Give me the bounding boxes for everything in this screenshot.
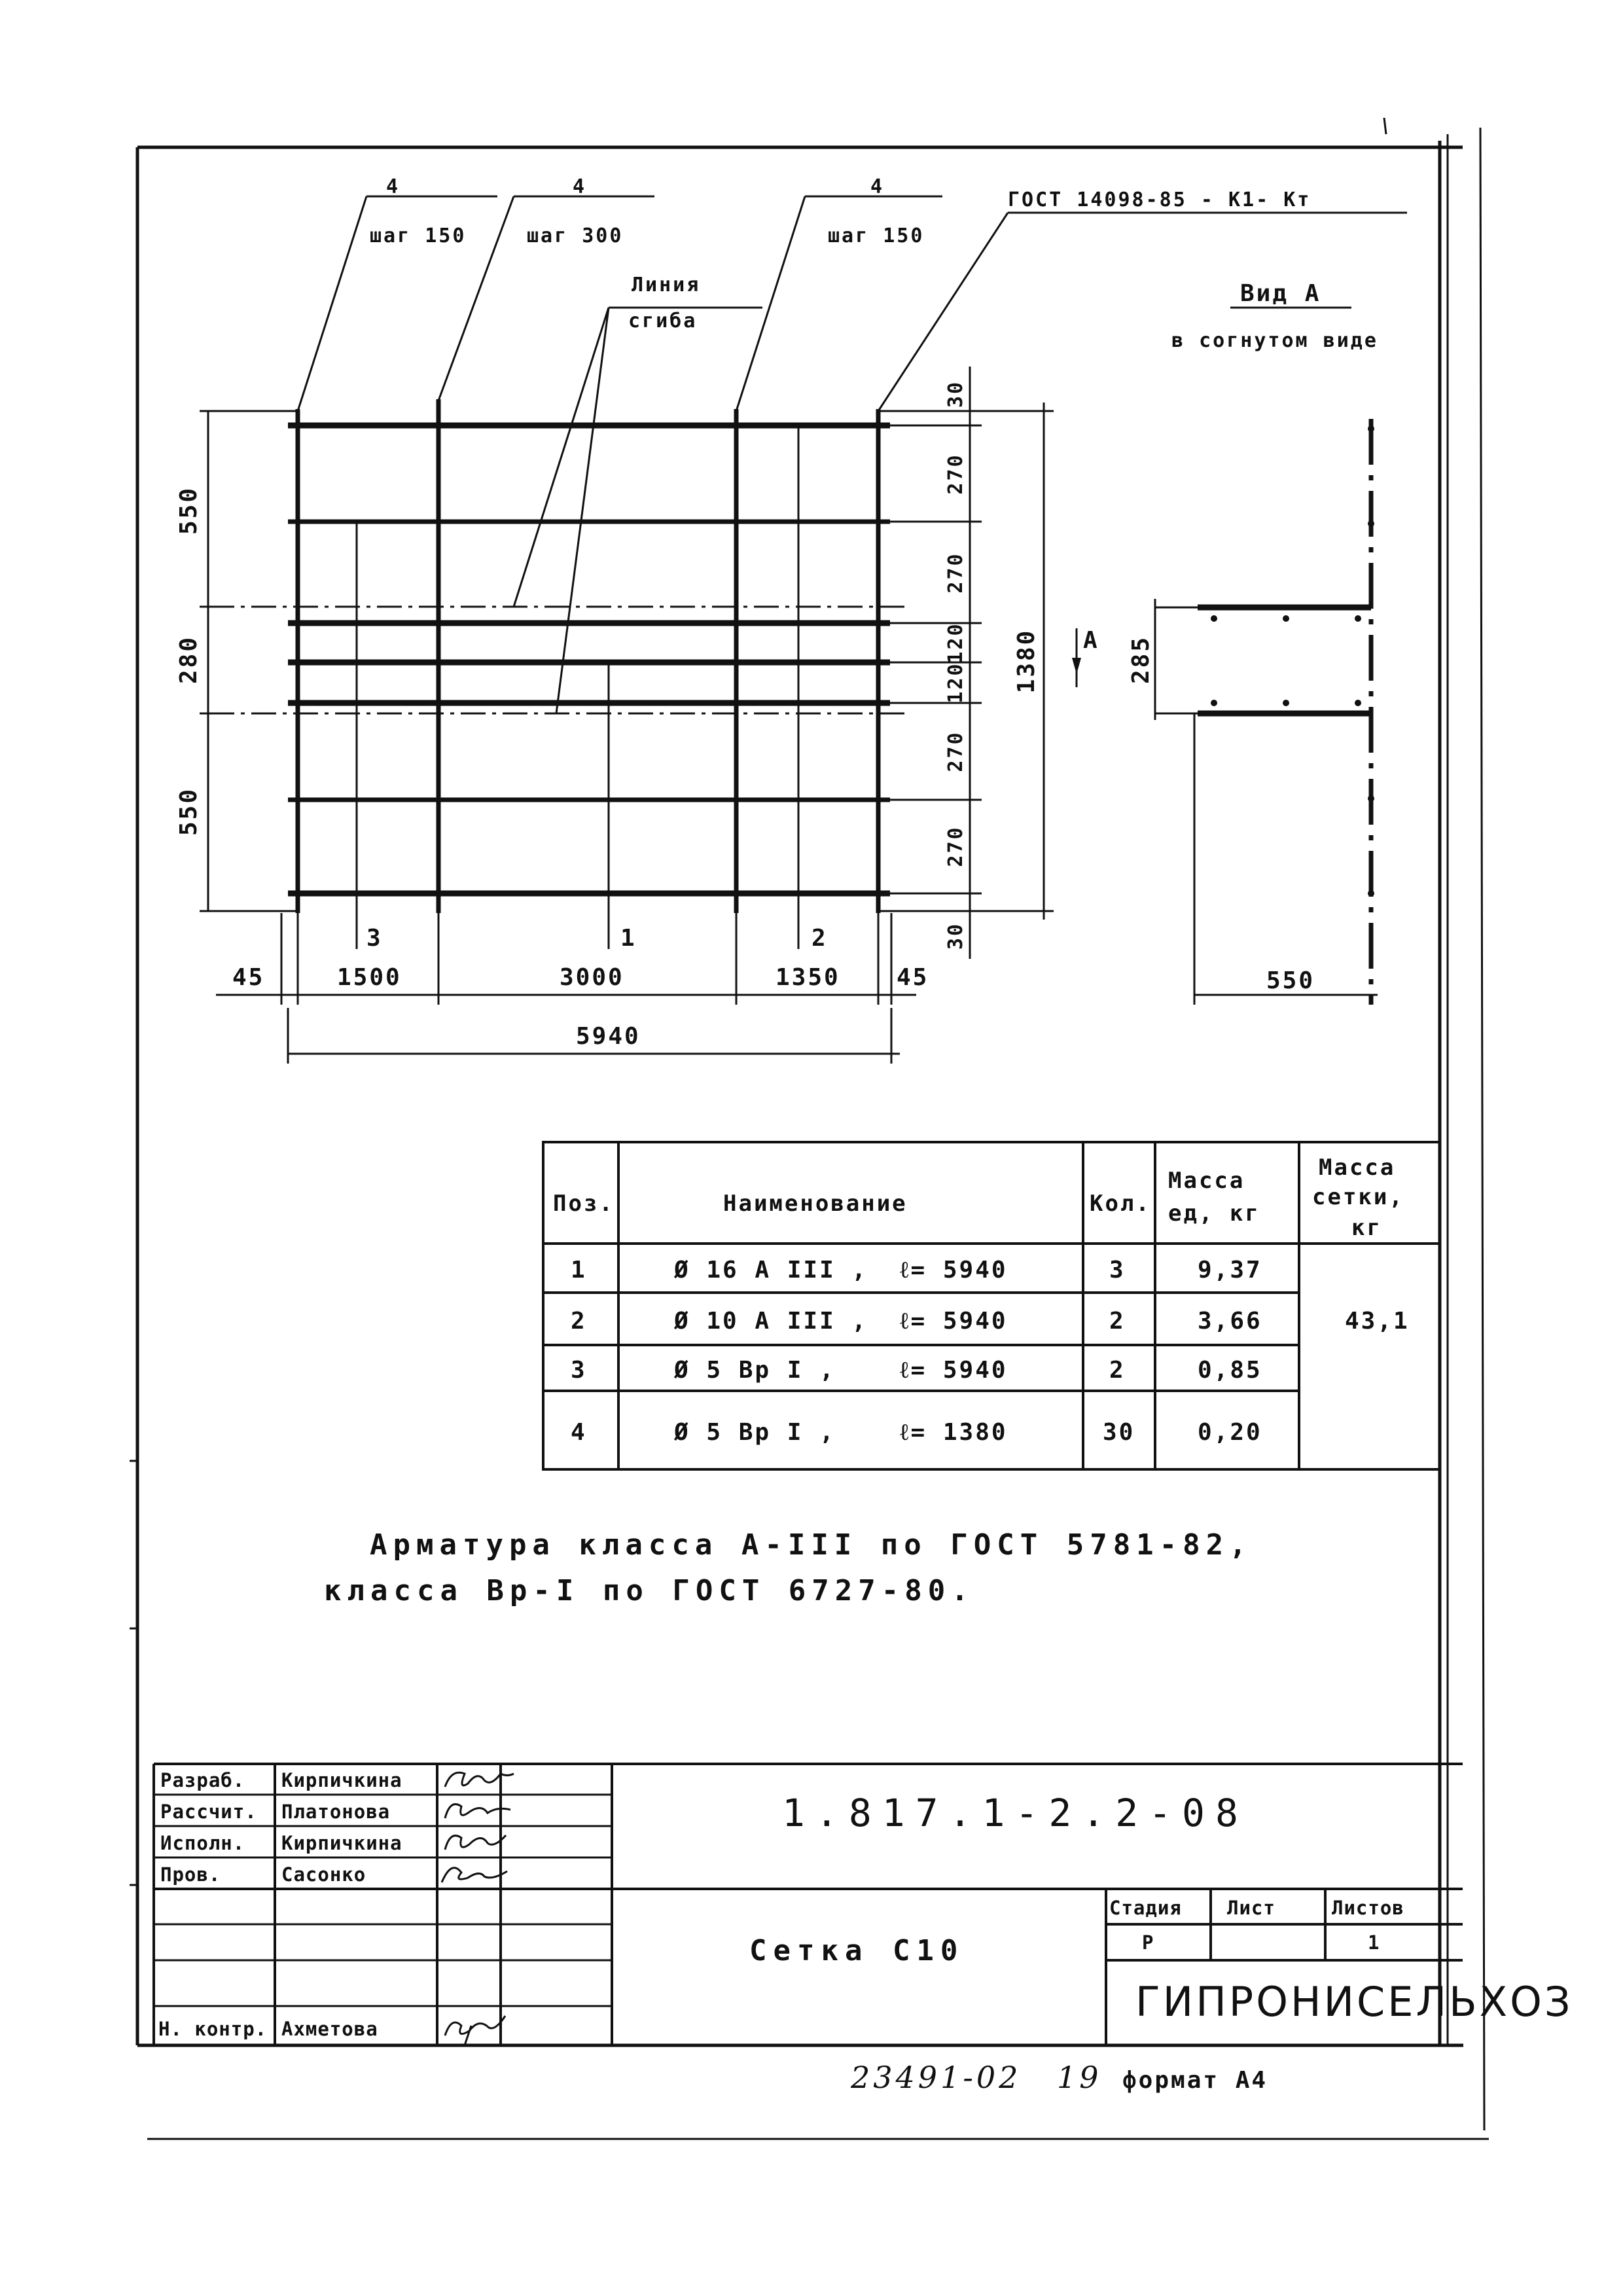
row-4-length: ℓ= 1380	[900, 1419, 1008, 1446]
position-3-label: 3	[366, 925, 383, 952]
row-4-pos: 4	[571, 1419, 587, 1446]
dim-left-550-top: 550	[175, 486, 202, 535]
name-calculator: Платонова	[281, 1801, 391, 1823]
spec-header-unit-mass-2: ед, кг	[1168, 1200, 1260, 1227]
spec-header-total-mass-1: Масса	[1319, 1155, 1396, 1181]
table-row	[571, 1357, 1262, 1384]
document-code: 1.817.1-2.2-08	[782, 1791, 1249, 1835]
row-3-pos: 3	[571, 1357, 587, 1384]
view-a-width-dim: 550	[1266, 967, 1315, 994]
dim-right-120-2: 120	[944, 662, 967, 704]
dim-right-270-4: 270	[944, 825, 967, 867]
row-1-length: ℓ= 5940	[900, 1257, 1008, 1283]
table-row	[571, 1308, 1262, 1335]
left-dimensions	[175, 411, 298, 911]
row-2-name: Ø 10 А III ,	[674, 1308, 868, 1335]
row-4-qty: 30	[1103, 1419, 1135, 1446]
notes	[324, 1528, 1253, 1607]
footer-number: 23491-02	[851, 2060, 1022, 2095]
row-1-name: Ø 16 А III ,	[674, 1257, 868, 1283]
row-3-length: ℓ= 5940	[900, 1357, 1008, 1384]
name-developer: Кирпичкина	[281, 1769, 402, 1791]
note-line-1: Арматура класса А-III по ГОСТ 5781-82,	[370, 1528, 1253, 1562]
dim-bottom-45-right: 45	[897, 964, 929, 991]
sheets-header: Листов	[1332, 1897, 1404, 1919]
dim-right-30-top: 30	[944, 380, 967, 408]
dim-bottom-45-left: 45	[232, 964, 265, 991]
dim-overall-height: 1380	[1013, 628, 1040, 694]
position-2-label: 2	[812, 925, 828, 952]
role-calculator: Рассчит.	[160, 1801, 257, 1823]
dim-bottom-3000: 3000	[560, 964, 624, 991]
dim-right-270-2: 270	[944, 552, 967, 594]
dim-overall-width: 5940	[576, 1023, 641, 1050]
sheets-value: 1	[1368, 1931, 1380, 1954]
row-2-mass: 3,66	[1198, 1308, 1262, 1335]
callout-2-number: 4	[573, 175, 587, 198]
row-3-qty: 2	[1109, 1357, 1126, 1384]
sheet-header: Лист	[1227, 1897, 1275, 1919]
role-developer: Разраб.	[160, 1769, 245, 1791]
view-a	[1072, 280, 1378, 1005]
mesh-plan	[209, 399, 910, 949]
table-row	[571, 1257, 1262, 1283]
callout-3-step: шаг 150	[828, 224, 925, 247]
row-1-mass: 9,37	[1198, 1257, 1262, 1283]
gost-callout: ГОСТ 14098-85 - К1- Кт	[1008, 188, 1311, 211]
spec-header-pos: Поз.	[553, 1191, 615, 1217]
footer-page: 19	[1057, 2060, 1102, 2095]
dim-right-120-1: 120	[944, 622, 967, 664]
signature-3	[445, 1835, 506, 1850]
name-norm-control: Ахметова	[281, 2018, 378, 2040]
spec-header-unit-mass-1: Масса	[1168, 1168, 1245, 1194]
dim-bottom-1500: 1500	[337, 964, 402, 991]
row-3-mass: 0,85	[1198, 1357, 1262, 1384]
row-4-name: Ø 5 Вр I ,	[674, 1419, 836, 1446]
right-dimensions	[880, 367, 1054, 959]
bend-line-label-1: Линия	[632, 274, 701, 296]
row-2-pos: 2	[571, 1308, 587, 1335]
stage-value: Р	[1142, 1931, 1154, 1954]
drawing-title: Сетка С10	[749, 1934, 965, 1967]
role-checker: Пров.	[160, 1863, 221, 1886]
callout-2-step: шаг 300	[527, 224, 624, 247]
row-4-mass: 0,20	[1198, 1419, 1262, 1446]
spec-header-qty: Кол.	[1090, 1191, 1151, 1217]
spec-header-total-mass-2: сетки,	[1312, 1184, 1404, 1210]
position-1-label: 1	[620, 925, 637, 952]
view-a-arrow-label: А	[1083, 627, 1099, 654]
callout-leaders	[298, 196, 1407, 713]
callout-1-step: шаг 150	[370, 224, 467, 247]
callout-1-number: 4	[386, 175, 401, 198]
bottom-dimensions	[216, 913, 929, 1064]
spec-header-total-mass-3: кг	[1351, 1215, 1382, 1241]
table-row	[571, 1419, 1262, 1446]
name-executor: Кирпичкина	[281, 1832, 402, 1854]
title-block	[154, 1764, 1573, 2045]
signature-5	[445, 2016, 505, 2045]
callouts	[370, 175, 1311, 332]
dim-right-30-bottom: 30	[944, 922, 967, 950]
role-executor: Исполн.	[160, 1832, 245, 1854]
organization-name: ГИПРОНИСЕЛЬХОЗ	[1135, 1978, 1573, 2026]
bend-line-label-2: сгиба	[628, 310, 698, 332]
view-a-title: Вид А	[1240, 280, 1321, 307]
row-1-qty: 3	[1109, 1257, 1126, 1283]
row-2-qty: 2	[1109, 1308, 1126, 1335]
dim-right-270-1: 270	[944, 453, 967, 495]
view-a-height-dim: 285	[1128, 635, 1154, 685]
name-checker: Сасонко	[281, 1863, 366, 1886]
spec-total-mass: 43,1	[1345, 1308, 1410, 1335]
dim-left-550-bottom: 550	[175, 787, 202, 836]
note-line-2: класса Вр-I по ГОСТ 6727-80.	[324, 1574, 974, 1607]
view-a-subtitle: в согнутом виде	[1171, 329, 1378, 352]
row-3-name: Ø 5 Вр I ,	[674, 1357, 836, 1384]
stage-header: Стадия	[1109, 1897, 1182, 1919]
callout-3-number: 4	[870, 175, 885, 198]
row-2-length: ℓ= 5940	[900, 1308, 1008, 1335]
spec-table	[543, 1142, 1440, 1469]
dim-left-280: 280	[175, 635, 202, 685]
role-norm-control: Н. контр.	[158, 2018, 268, 2040]
spec-header-name: Наименование	[723, 1191, 908, 1217]
dim-right-270-3: 270	[944, 730, 967, 772]
footer	[850, 2060, 1268, 2095]
row-1-pos: 1	[571, 1257, 587, 1283]
footer-format: формат А4	[1122, 2067, 1268, 2094]
signature-4	[442, 1868, 507, 1882]
signature-1	[445, 1772, 514, 1787]
dim-bottom-1350: 1350	[776, 964, 840, 991]
